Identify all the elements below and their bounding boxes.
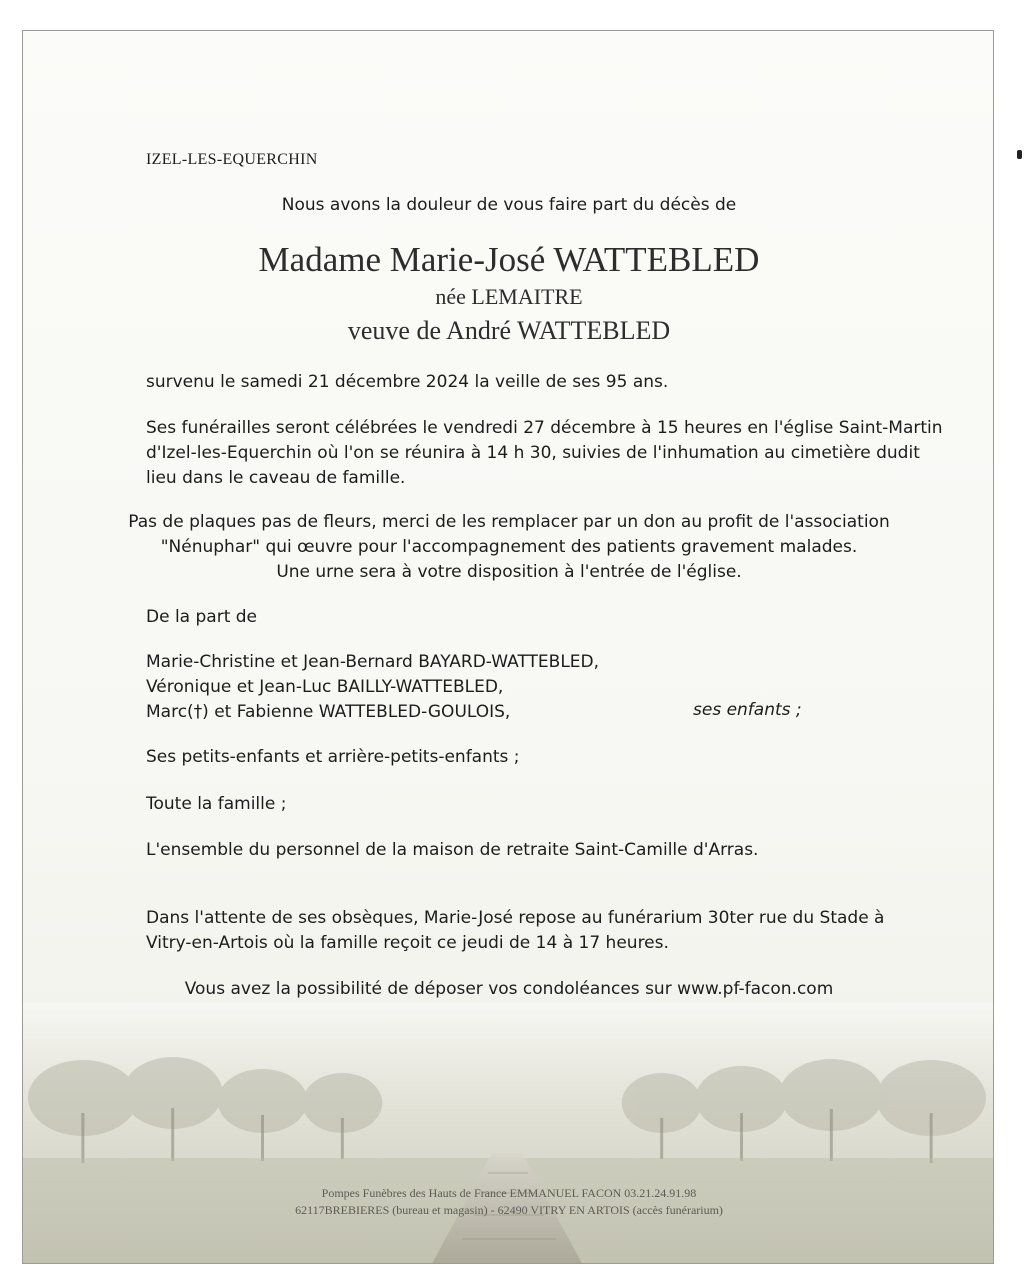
maiden-name: née LEMAITRE: [435, 284, 583, 309]
intro-text: Nous avons la douleur de vous faire part du décès de: [281, 195, 737, 215]
child-entry: Marc(†) et Fabienne WATTEBLED-GOULOIS,: [146, 702, 511, 722]
staff-text: L'ensemble du personnel de la maison de retraite Saint-Camille d'Arras.: [146, 840, 759, 860]
funeral-home-paragraph: [146, 906, 884, 956]
scan-edge-mark: [1017, 150, 1022, 159]
funeral-home-line: Vitry-en-Artois où la famille reçoit ce jeudi de 14 à 17 heures.: [146, 933, 669, 953]
children-list: [146, 650, 599, 725]
funeral-director-footer: [23, 1185, 994, 1219]
funeral-line: lieu dans le caveau de famille.: [146, 468, 406, 488]
funeral-home-line: Dans l'attente de ses obsèques, Marie-José repose au funérarium 30ter rue du Stade à: [146, 908, 885, 928]
misty-landscape-image: [23, 1003, 993, 1263]
family-text: Toute la famille ;: [146, 794, 287, 814]
child-entry: Marie-Christine et Jean-Bernard BAYARD-WATTEBLED,: [146, 652, 600, 672]
footer-line: 62117BREBIERES (bureau et magasin) - 62490 VITRY EN ARTOIS (accès funérarium): [295, 1203, 723, 1217]
funeral-line: Ses funérailles seront célébrées le vendredi 27 décembre à 15 heures en l'église Saint-Martin: [146, 418, 943, 438]
flowers-line: "Nénuphar" qui œuvre pour l'accompagnement des patients gravement malades.: [160, 537, 858, 557]
child-entry: Véronique et Jean-Luc BAILLY-WATTEBLED,: [146, 677, 504, 697]
widow-of: veuve de André WATTEBLED: [347, 316, 671, 345]
condolences-text: Vous avez la possibilité de déposer vos condoléances sur www.pf-facon.com: [184, 979, 834, 999]
city-heading: IZEL-LES-EQUERCHIN: [146, 151, 318, 168]
notice-card: [22, 30, 994, 1264]
funeral-line: d'Izel-les-Equerchin où l'on se réunira à 14 h 30, suivies de l'inhumation au cimetière dudit: [146, 443, 920, 463]
flowers-line: Une urne sera à votre disposition à l'entrée de l'église.: [276, 562, 742, 582]
from-label: De la part de: [146, 607, 258, 627]
flowers-paragraph: [23, 510, 994, 585]
deceased-name: Madame Marie-José WATTEBLED: [258, 240, 760, 279]
flowers-line: Pas de plaques pas de fleurs, merci de les remplacer par un don au profit de l'association: [128, 512, 890, 532]
funeral-paragraph: [146, 416, 943, 491]
date-of-death: survenu le samedi 21 décembre 2024 la veille de ses 95 ans.: [146, 372, 669, 392]
children-label: ses enfants ;: [693, 700, 802, 720]
footer-line: Pompes Funèbres des Hauts de France EMMANUEL FACON 03.21.24.91.98: [321, 1186, 697, 1200]
grandchildren-text: Ses petits-enfants et arrière-petits-enfants ;: [146, 747, 520, 767]
